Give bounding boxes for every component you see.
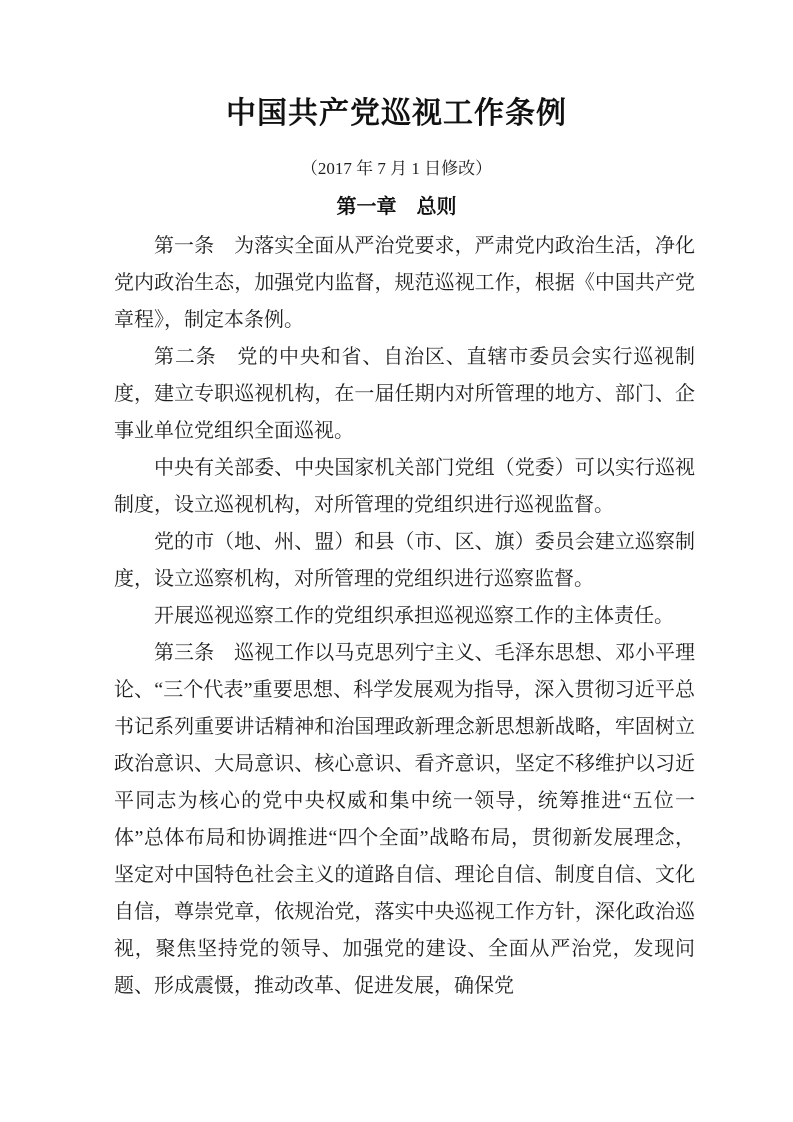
document-body xyxy=(114,228,695,1005)
body-paragraph-article-2: 第二条 党的中央和省、自治区、直辖市委员会实行巡视制度，建立专职巡视机构，在一届任期内对所管理的地方、部门、企事业单位党组织全面巡视。 xyxy=(114,346,695,442)
body-paragraph-article-2-clause-2: 中央有关部委、中央国家机关部门党组（党委）可以实行巡视制度，设立巡视机构，对所管理的党组织进行巡视监督。 xyxy=(114,457,695,516)
body-paragraph-article-3: 第三条 巡视工作以马克思列宁主义、毛泽东思想、邓小平理论、“三个代表”重要思想、科学发展观为指导，深入贯彻习近平总书记系列重要讲话精神和治国理政新理念新思想新战略，牢固树立政治意识、大局意识、核心意识、看齐意识，坚定不移维护以习近平同志为核心的党中央权威和集中统一领导，统筹推进“五位一体”总体布局和协调推进“四个全面”战略布局，贯彻新发展理念，坚定对中国特色社会主义的道路自信、理论自信、制度自信、文化自信，尊崇党章，依规治党，落实中央巡视工作方针，深化政治巡视，聚焦坚持党的领导、加强党的建设、全面从严治党，发现问题、形成震慑，推动改革、促进发展，确保党 xyxy=(114,642,695,997)
body-paragraph-article-2-clause-4: 开展巡视巡察工作的党组织承担巡视巡察工作的主体责任。 xyxy=(154,605,674,627)
body-paragraph-article-1: 第一条 为落实全面从严治党要求，严肃党内政治生活，净化党内政治生态，加强党内监督，规范巡视工作，根据《中国共产党章程》，制定本条例。 xyxy=(114,235,695,331)
body-paragraph-article-2-clause-3: 党的市（地、州、盟）和县（市、区、旗）委员会建立巡察制度，设立巡察机构，对所管理的党组织进行巡察监督。 xyxy=(114,531,695,590)
revision-note: （2017 年 7 月 1 日修改） xyxy=(300,159,493,178)
document-title: 中国共产党巡视工作条例 xyxy=(226,97,567,130)
chapter-heading: 第一章 总则 xyxy=(336,196,457,218)
